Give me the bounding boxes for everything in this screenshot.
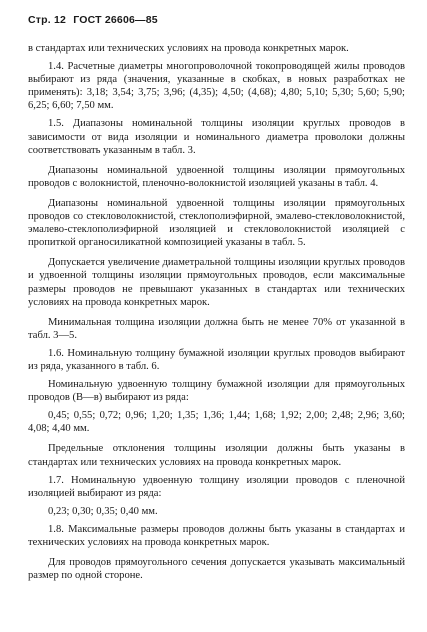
paragraph-table-5: Диапазоны номинальной удвоенной толщины изоляции прямоугольных проводов со стекловолокнистой, стеклополиэфирной, эмалево-стекловолокнистой, эмалево-стеклополиэфирной изоляцией и стекловолокнистой изоляцией с пропиткой органосиликатной композицией указаны в табл. 5. bbox=[28, 197, 405, 249]
paragraph-table-4: Диапазоны номинальной удвоенной толщины изоляции прямоугольных проводов с волокнистой, пленочно-волокнистой изоляцией указаны в табл. 4. bbox=[28, 164, 405, 189]
clause-1-5: 1.5. Диапазоны номинальной толщины изоляции круглых проводов в зависимости от вида изоляции и номинального диаметра проволоки должны соответствовать указанным в табл. 3. bbox=[28, 118, 405, 156]
page-label: Стр. 12 bbox=[28, 14, 67, 26]
standard-code: ГОСТ 26606—85 bbox=[73, 14, 158, 26]
paragraph-paper-insulation: Номинальную удвоенную толщину бумажной изоляции для прямоугольных проводов (B—в) выбирают из ряда: bbox=[28, 379, 405, 404]
paragraph-paper-series: 0,45; 0,55; 0,72; 0,96; 1,20; 1,35; 1,36; 1,44; 1,68; 1,92; 2,00; 2,48; 2,96; 3,60; 4,08; 4,40 мм. bbox=[28, 410, 405, 435]
paragraph-continuation: в стандартах или технических условиях на провода конкретных марок. bbox=[28, 43, 349, 54]
clause-1-4: 1.4. Расчетные диаметры многопроволочной токопроводящей жилы проводов выбирают из ряда (значения, указанные в скобках, в новых разработках не применять): 3,18; 3,54; 3,75; 3,96; (4,35); 4,50; (4,68); 4,80; 5,10; 5,30; 5,60; 5,90; 6,25; 6,60; 7,50 мм. bbox=[28, 61, 405, 112]
paragraph-deviations: Предельные отклонения толщины изоляции должны быть указаны в стандартах или технических условиях на провода конкретных марок. bbox=[28, 443, 405, 468]
clause-1-6: 1.6. Номинальную толщину бумажной изоляции круглых проводов выбирают из ряда, указанного в табл. 6. bbox=[28, 347, 405, 372]
page-header bbox=[28, 14, 162, 26]
clause-1-7: 1.7. Номинальную удвоенную толщину изоляции проводов с пленочной изоляцией выбирают из ряда: bbox=[28, 474, 405, 499]
paragraph-minimum-thickness: Минимальная толщина изоляции должна быть не менее 70% от указанной в табл. 3—5. bbox=[28, 316, 405, 341]
body-text bbox=[28, 42, 405, 587]
paragraph-rectangular-max: Для проводов прямоугольного сечения допускается указывать максимальный размер по одной стороне. bbox=[28, 557, 405, 582]
clause-1-8: 1.8. Максимальные размеры проводов должны быть указаны в стандартах и технических условиях на провода конкретных марок. bbox=[28, 523, 405, 548]
paragraph-film-series: 0,23; 0,30; 0,35; 0,40 мм. bbox=[48, 505, 158, 517]
paragraph-increase-allowed: Допускается увеличение диаметральной толщины изоляции круглых проводов и удвоенной толщины изоляции прямоугольных проводов, если максимальные размеры проводов не превышают указанных в стандартах или технических условиях на провода конкретных марок. bbox=[28, 257, 405, 308]
